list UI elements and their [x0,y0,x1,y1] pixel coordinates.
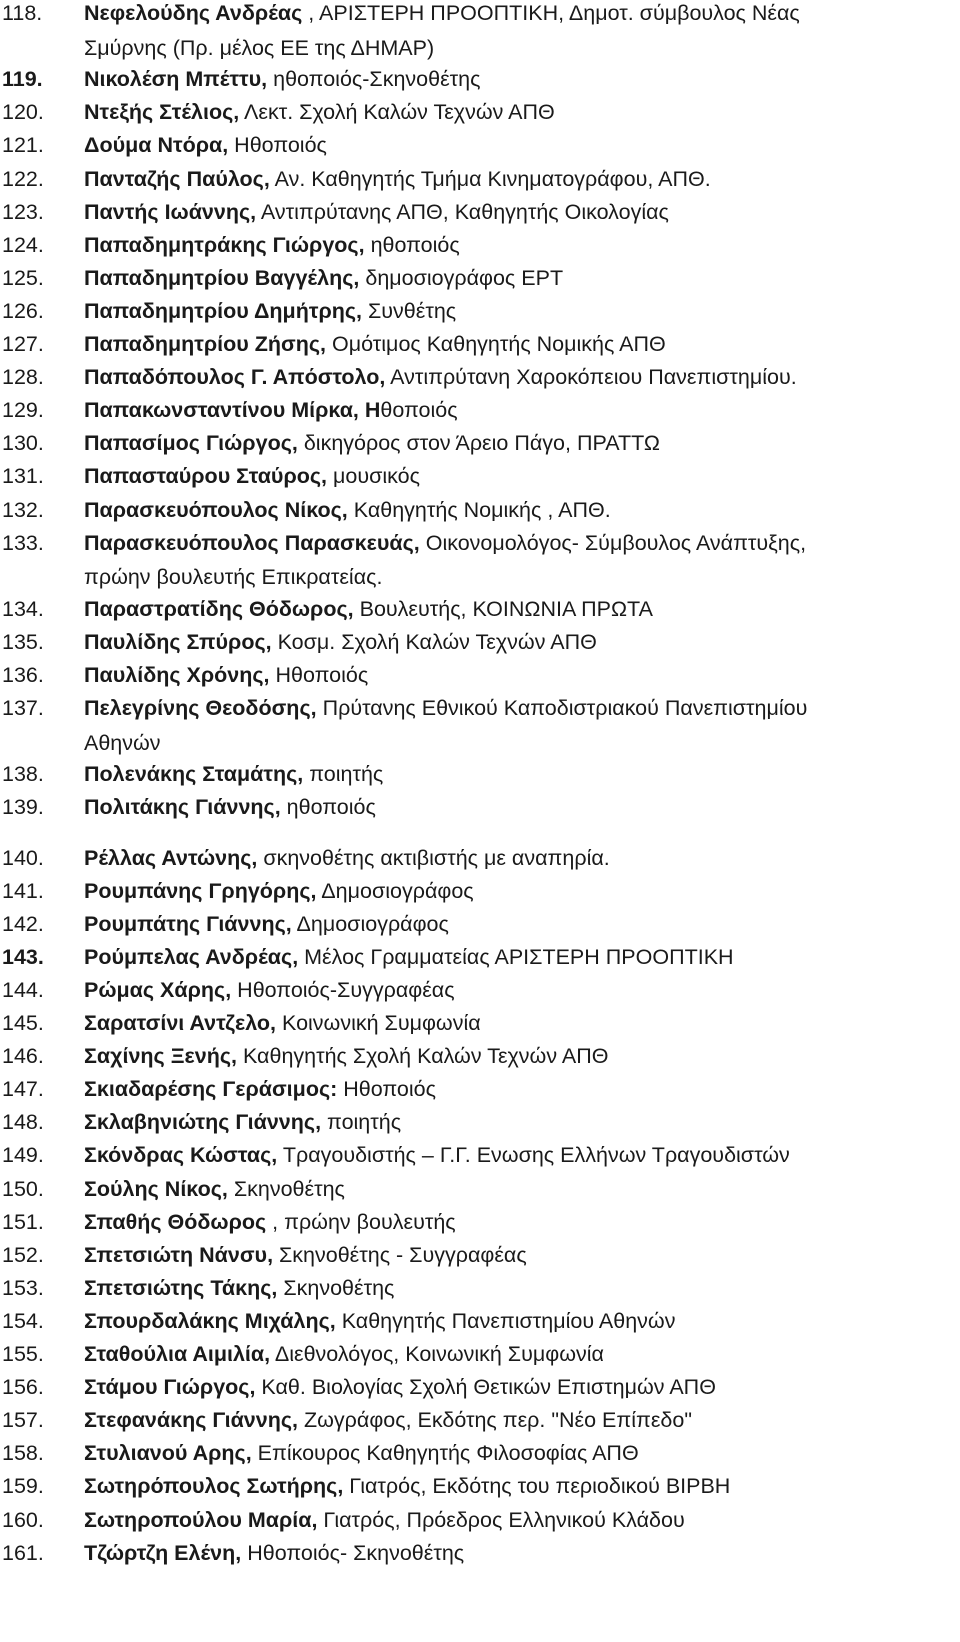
entry-name: Σπετσιώτης Τάκης, [84,1275,278,1300]
entry-number: 132. [2,497,44,522]
entry-description-continued: Σμύρνης (Πρ. μέλος ΕΕ της ΔΗΜΑΡ) [84,35,435,60]
entry-text [84,195,960,230]
entry-number: 153. [2,1275,44,1300]
entry-name: Σπετσιώτη Νάνσυ, [84,1242,274,1267]
entry-description: Σκηνοθέτης [277,1275,395,1300]
entry-number: 135. [2,629,44,654]
entry-name: Σαχίνης Ξενής, [84,1044,237,1069]
entry-name: Νικολέση Μπέττυ, [84,67,268,92]
entry-description: , πρώην βουλευτής [266,1209,456,1234]
entry-text [84,1403,960,1438]
entry-text [84,874,960,909]
entry-description-continued: Αθηνών [84,730,161,755]
entry-text [84,62,960,97]
entry-name: Δούμα Ντόρα, [84,133,229,158]
entry-number: 161. [2,1540,44,1565]
entry-description: Σκηνοθέτης [227,1176,345,1201]
entry-number: 126. [2,298,44,323]
entry-text [84,1304,960,1339]
entry-name: Σπουρδαλάκης Μιχάλης, [84,1308,336,1333]
entry-text [84,940,960,975]
entry-text [84,360,960,395]
entry-name: Τζώρτζη Ελένη, [84,1540,242,1565]
entry-text [84,426,960,461]
entry-text [84,1172,960,1207]
entry-text [84,393,960,428]
entry-number: 119. [2,67,43,92]
entry-description: Κοινωνική Συμφωνία [276,1011,481,1035]
entry-number: 118. [2,1,43,25]
entry-name: Ρουμπάνης Γρηγόρης, [84,878,317,903]
entry-description: Διεθνολόγος, Κοινωνική Συμφωνία [270,1342,604,1366]
entry-text [84,95,960,130]
entry-number: 156. [2,1375,44,1400]
entry-description: Ηθοποιός- Σκηνοθέτης [241,1540,465,1565]
entry-description: Γιατρός, Πρόεδρος Ελληνικού Κλάδου [317,1507,685,1532]
entry-number: 157. [2,1408,44,1433]
entry-number: 120. [2,100,44,125]
entry-number: 147. [2,1077,44,1102]
entry-description: Ομότιμος Καθηγητής Νομικής ΑΠΘ [326,332,666,356]
entry-number: 143. [2,944,44,969]
entry-text [84,973,960,1008]
entry-name: Στάμου Γιώργος, [84,1375,256,1400]
entry-text [84,162,960,197]
entry-description: Πρύτανης Εθνικού Καποδιστριακού Πανεπιστημίου [316,696,808,721]
entry-name: Παρασκευόπουλος Νίκος, [84,497,348,522]
entry-description-continued: πρώην βουλευτής Επικρατείας. [84,565,383,590]
entry-text [84,228,960,263]
entry-number: 121. [2,133,44,158]
entry-name: Ρώμας Χάρης, [84,977,232,1002]
entry-name: Παρασκευόπουλος Παρασκευάς, [84,530,420,555]
entry-number: 141. [2,878,44,903]
entry-number: 139. [2,795,44,820]
entry-number: 150. [2,1176,44,1201]
entry-description: μουσικός [327,464,420,489]
entry-description: σκηνοθέτης ακτιβιστής με αναπηρία. [257,845,610,870]
entry-description: Μέλος Γραμματείας ΑΡΙΣΤΕΡΗ ΠΡΟΟΠΤΙΚΗ [298,944,734,969]
entry-description: Καθ. Βιολογίας Σχολή Θετικών Επιστημών ΑΠΘ [255,1375,716,1400]
entry-description: Κοσμ. Σχολή Καλών Τεχνών ΑΠΘ [271,629,597,654]
entry-text [84,658,960,693]
entry-description: ποιητής [321,1110,402,1135]
entry-text [84,261,960,296]
entry-description: Ηθοποιός [269,663,369,687]
entry-number: 136. [2,663,44,687]
entry-name: Σταθούλια Αιμιλία, [84,1342,271,1366]
entry-name: Σαρατσίνι Αντζελο, [84,1011,277,1035]
entry-number: 131. [2,464,44,489]
entry-description: ηθοποιός-Σκηνοθέτης [267,67,481,92]
entry-name: Ρούμπελας Ανδρέας, [84,944,299,969]
entry-description: , ΑΡΙΣΤΕΡΗ ΠΡΟΟΠΤΙΚΗ, Δημοτ. σύμβουλος Νέας [302,1,800,25]
entry-description: θοποιός [380,398,458,423]
entry-number: 142. [2,911,44,936]
entry-name: Σωτηροπούλου Μαρία, [84,1507,318,1532]
entry-text [84,1105,960,1140]
entry-name: Ντεξής Στέλιος, [84,100,240,125]
entry-name: Νεφελούδης Ανδρέας [84,1,303,25]
entry-name: Παπασίμος Γιώργος, [84,431,298,456]
entry-description: Δημοσιογράφος [291,911,449,936]
entry-name: Στεφανάκης Γιάννης, [84,1408,299,1433]
entry-text [84,327,960,362]
entry-description: ηθοποιός [364,232,460,257]
entry-text [84,294,960,329]
entry-text [84,907,960,942]
entry-number: 158. [2,1441,44,1466]
entry-description: Ηθοποιός [337,1077,436,1102]
entry-number: 129. [2,398,44,423]
entry-name: Σπαθής Θόδωρος [84,1209,267,1234]
entry-text [84,691,960,760]
entry-text [84,1370,960,1405]
entry-number: 155. [2,1342,44,1366]
entry-description: δικηγόρος στον Άρειο Πάγο, ΠΡΑΤΤΩ [297,431,660,456]
entry-description: Αν. Καθηγητής Τμήμα Κινηματογράφου, ΑΠΘ. [269,166,711,191]
entry-name: Ρουμπάτης Γιάννης, [84,911,292,936]
entry-description: δημοσιογράφος ΕΡΤ [359,265,564,290]
entry-number: 151. [2,1209,44,1234]
entry-number: 160. [2,1507,44,1532]
entry-name: Παντής Ιωάννης, [84,199,257,224]
entry-name: Παπαδημητρίου Ζήσης, [84,332,327,356]
entry-description: Ζωγράφος, Εκδότης περ. "Νέο Επίπεδο" [298,1408,692,1433]
entry-description: Αντιπρύτανη Χαροκόπειου Πανεπιστημίου. [385,365,797,390]
entry-number: 140. [2,845,44,870]
entry-name: Παπασταύρου Σταύρος, [84,464,328,489]
entry-number: 122. [2,166,44,191]
entry-name: Παπαδόπουλος Γ. Απόστολο, [84,365,386,390]
entry-name: Παυλίδης Χρόνης, [84,663,270,687]
entry-description: Καθηγητής Σχολή Καλών Τεχνών ΑΠΘ [237,1044,609,1069]
entry-text [84,592,960,627]
entry-number: 134. [2,596,44,621]
entry-text [84,128,960,163]
entry-text [84,0,960,65]
entry-text [84,1138,960,1173]
entry-description: ποιητής [303,762,384,787]
entry-description: Τραγουδιστής – Γ.Γ. Ενωσης Ελλήνων Τραγουδιστών [277,1143,790,1168]
entry-text [84,459,960,494]
entry-number: 149. [2,1143,44,1168]
entry-description: Ηθοποιός-Συγγραφέας [231,977,455,1002]
entry-number: 130. [2,431,44,456]
entry-description: Σκηνοθέτης - Συγγραφέας [273,1242,527,1267]
entry-description: Βουλευτής, ΚΟΙΝΩΝΙΑ ΠΡΩΤΑ [353,596,653,621]
entry-number: 145. [2,1011,44,1035]
entry-name: Παυλίδης Σπύρος, [84,629,272,654]
entry-name: Πελεγρίνης Θεοδόσης, [84,696,317,721]
entry-name: Παπαδημητρίου Βαγγέλης, [84,265,360,290]
entry-description: Λεκτ. Σχολή Καλών Τεχνών ΑΠΘ [239,100,555,125]
entry-description: Αντιπρύτανης ΑΠΘ, Καθηγητής Οικολογίας [256,199,669,224]
entry-name: Παραστρατίδης Θόδωρος, [84,596,354,621]
entry-name: Πανταζής Παύλος, [84,166,270,191]
entry-text [84,1271,960,1306]
entry-text [84,790,960,825]
entry-text [84,1536,960,1571]
entry-text [84,1238,960,1273]
entry-description: Συνθέτης [362,298,457,323]
entry-description: Γιατρός, Εκδότης του περιοδικού ΒΙΡΒΗ [343,1474,731,1499]
entry-number: 152. [2,1242,44,1267]
entry-number: 123. [2,199,44,224]
entry-text [84,526,960,595]
entry-number: 138. [2,762,44,787]
entry-number: 133. [2,530,44,555]
entry-name: Στυλιανού Αρης, [84,1441,252,1466]
entry-description: Επίκουρος Καθηγητής Φιλοσοφίας ΑΠΘ [251,1441,639,1466]
entry-text [84,1503,960,1538]
entry-name: Παπακωνσταντίνου Μίρκα, Η [84,398,381,423]
entry-number: 154. [2,1308,44,1333]
entry-text [84,1006,960,1041]
entry-number: 137. [2,696,44,721]
entry-text [84,625,960,660]
entry-number: 125. [2,265,44,290]
entry-number: 146. [2,1044,44,1069]
entry-text [84,1039,960,1074]
entry-description: ηθοποιός [280,795,376,820]
entry-description: Οικονομολόγος- Σύμβουλος Ανάπτυξης, [419,530,807,555]
entry-name: Παπαδημητράκης Γιώργος, [84,232,365,257]
entry-text [84,1469,960,1504]
entry-number: 128. [2,365,44,390]
entry-text [84,1072,960,1107]
entry-number: 124. [2,232,44,257]
entry-name: Σκόνδρας Κώστας, [84,1143,278,1168]
entry-description: Ηθοποιός [228,133,327,158]
entry-description: Καθηγητής Πανεπιστημίου Αθηνών [335,1308,676,1333]
entry-text [84,1436,960,1471]
entry-text [84,493,960,528]
entry-name: Σωτηρόπουλος Σωτήρης, [84,1474,344,1499]
entry-name: Σούλης Νίκος, [84,1176,228,1201]
entry-text [84,841,960,876]
entry-description: Καθηγητής Νομικής , ΑΠΘ. [347,497,611,522]
entry-text [84,757,960,792]
entry-name: Σκιαδαρέσης Γεράσιμος: [84,1077,338,1102]
entry-name: Πολενάκης Σταμάτης, [84,762,304,787]
entry-number: 159. [2,1474,44,1499]
entry-name: Σκλαβηνιώτης Γιάννης, [84,1110,322,1135]
entry-name: Πολιτάκης Γιάννης, [84,795,281,820]
entry-name: Παπαδημητρίου Δημήτρης, [84,298,363,323]
entry-number: 144. [2,977,44,1002]
entry-number: 148. [2,1110,44,1135]
entry-name: Ρέλλας Αντώνης, [84,845,258,870]
entry-text [84,1205,960,1240]
entry-number: 127. [2,332,44,356]
entry-description: Δημοσιογράφος [316,878,474,903]
entry-text [84,1337,960,1372]
